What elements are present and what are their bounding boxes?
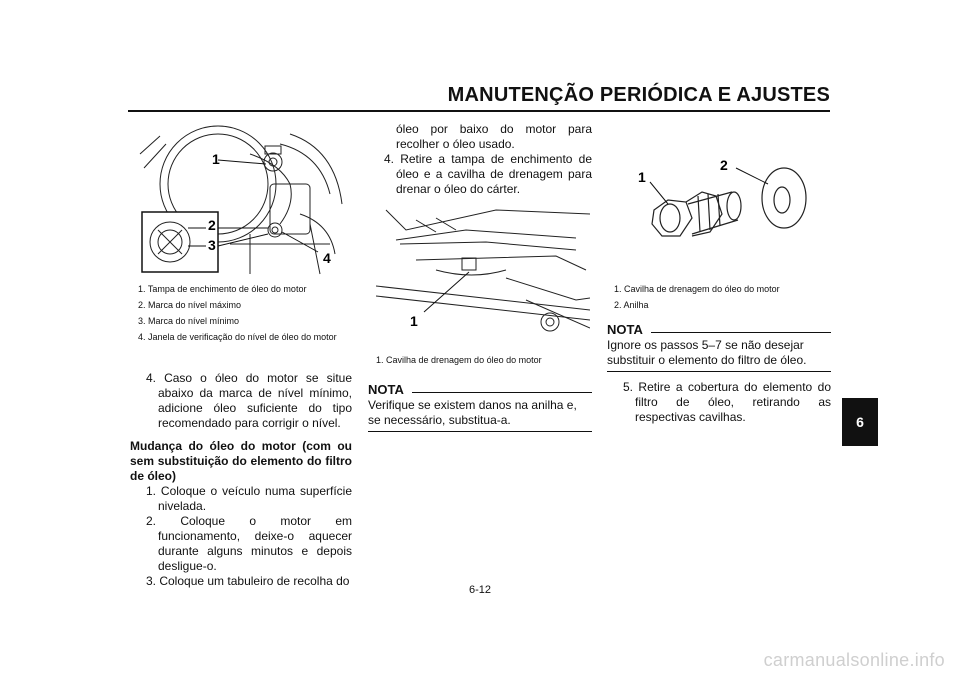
- watermark: carmanualsonline.info: [763, 650, 945, 670]
- nota-end-rule: [368, 431, 592, 432]
- chapter-tab[interactable]: 6: [842, 398, 878, 446]
- bolt-washer-illustration: [612, 140, 828, 270]
- caption-item: 4. Janela de verificação do nível de óleo do motor: [138, 332, 337, 342]
- figure3-caption-list: [614, 283, 829, 312]
- page-title: MANUTENÇÃO PERIÓDICA E AJUSTES: [447, 84, 830, 106]
- header-rule: [128, 110, 830, 112]
- step-3: 3. Coloque um tabuleiro de recolha do: [146, 574, 350, 588]
- nota-title: [607, 322, 831, 337]
- nota-end-rule: [607, 371, 831, 372]
- nota-rule: [651, 332, 831, 333]
- section-heading: Mudança do óleo do motor (com ou sem substituição do elemento do filtro de óleo): [130, 439, 352, 483]
- nota-text: Verifique se existem danos na anilha e, se necessário, substitua-a.: [368, 398, 577, 427]
- drain-bolt-illustration: [376, 200, 590, 340]
- step-4-check-level: 4. Caso o óleo do motor se situe abaixo da marca de nível mínimo, adicione óleo suficiente do tipo recomendado para corrigir o nível.: [146, 371, 352, 430]
- figure1-caption-list: [138, 283, 353, 344]
- nota-title: [368, 382, 592, 397]
- nota-label: NOTA: [368, 382, 404, 397]
- callout-2: 2: [208, 217, 216, 233]
- callout-1: 1: [212, 151, 220, 167]
- callout-2: 2: [720, 157, 728, 173]
- caption-item: 1. Tampa de enchimento de óleo do motor: [138, 284, 307, 294]
- nota-text: Ignore os passos 5–7 se não desejar substituir o elemento do filtro de óleo.: [607, 338, 807, 367]
- callout-1: 1: [638, 169, 646, 185]
- page-number: 6-12: [468, 584, 492, 596]
- bolt-washer-drawing: [612, 140, 828, 270]
- caption-item: 2. Anilha: [614, 300, 649, 310]
- step-3-continued: óleo por baixo do motor para recolher o óleo usado.: [396, 122, 592, 151]
- caption-item: 1. Cavilha de drenagem do óleo do motor: [614, 284, 780, 294]
- engine-drawing: [130, 124, 352, 276]
- figure2-caption: 1. Cavilha de drenagem do óleo do motor: [376, 355, 542, 365]
- step-4-drain: 4. Retire a tampa de enchimento de óleo e a cavilha de drenagem para drenar o óleo do cárter.: [384, 152, 592, 196]
- nota-rule: [412, 392, 592, 393]
- step-5-filter-cover: 5. Retire a cobertura do elemento do filtro de óleo, retirando as respectivas cavilhas.: [623, 380, 831, 424]
- callout-1: 1: [410, 313, 418, 329]
- callout-4: 4: [323, 250, 331, 266]
- step-1: 1. Coloque o veículo numa superfície nivelada.: [146, 484, 352, 513]
- engine-illustration: [130, 124, 352, 276]
- nota-label: NOTA: [607, 322, 643, 337]
- caption-item: 2. Marca do nível máximo: [138, 300, 242, 310]
- step-2: 2. Coloque o motor em funcionamento, deixe-o aquecer durante alguns minutos e depois desligue-o.: [146, 514, 352, 573]
- caption-item: 3. Marca do nível mínimo: [138, 316, 240, 326]
- callout-3: 3: [208, 237, 216, 253]
- drain-bolt-drawing: [376, 200, 590, 340]
